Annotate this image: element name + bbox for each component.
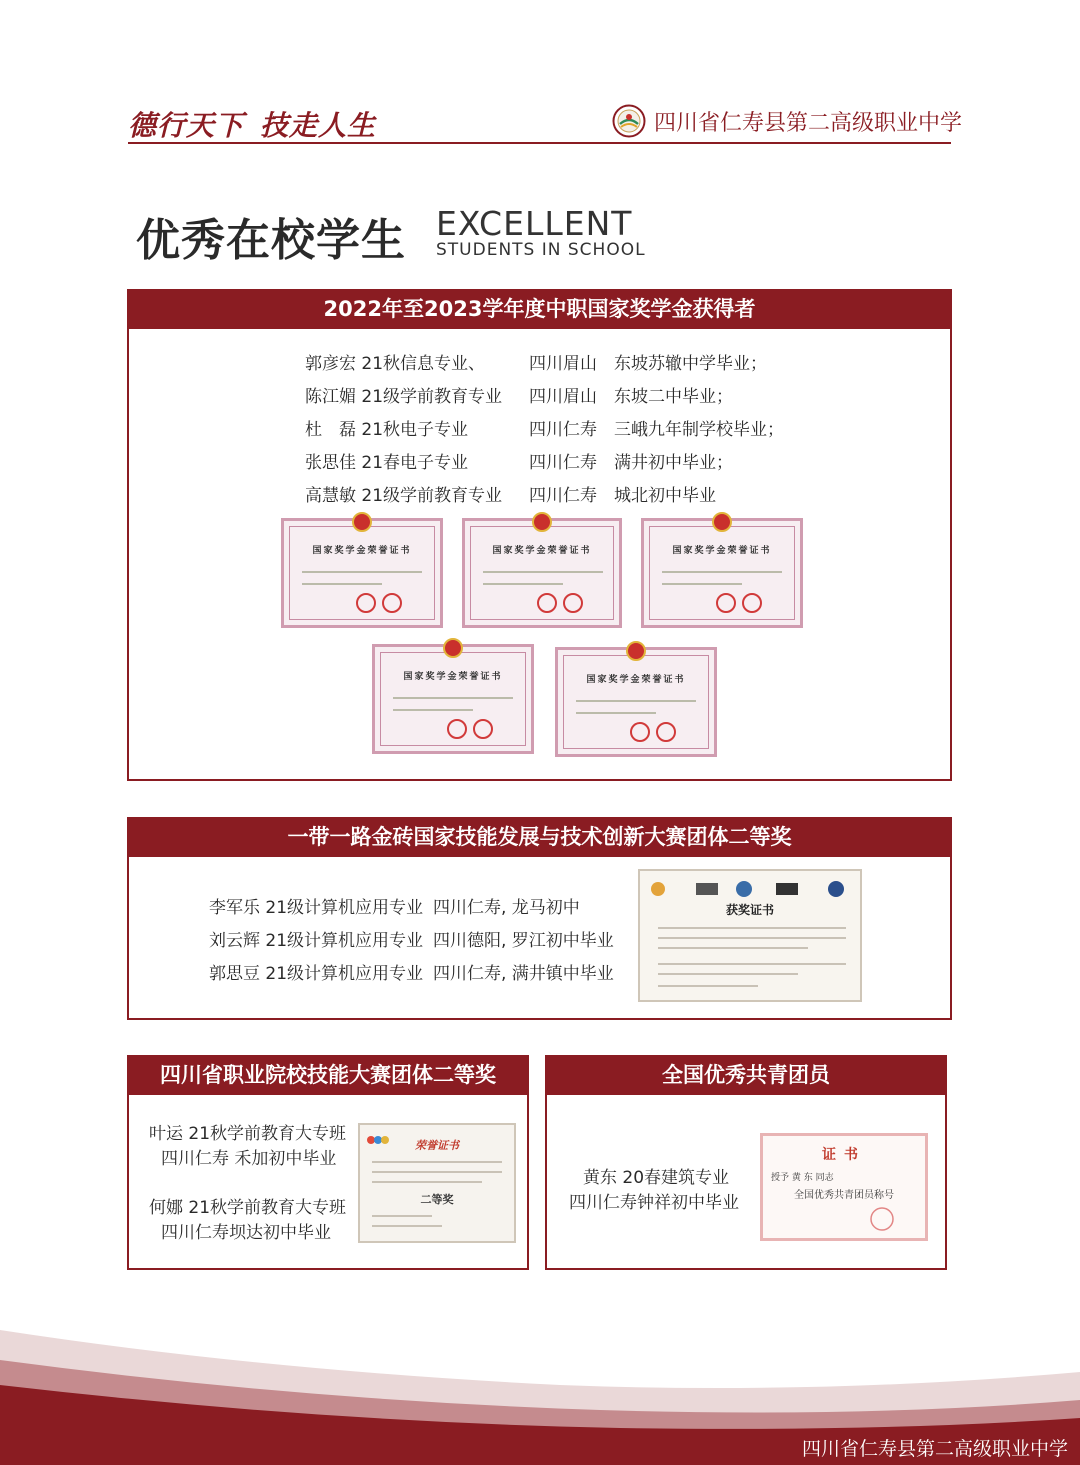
seal-icon: [473, 719, 493, 739]
certificate-award: 二等奖: [420, 1193, 454, 1206]
belt-road-certificate: [638, 869, 862, 1002]
league-section: [545, 1055, 947, 1270]
school-motto: [128, 104, 376, 144]
national-emblem-icon: [626, 641, 646, 661]
national-emblem-icon: [352, 512, 372, 532]
scholarship-student-3: 杜 磊 21秋电子专业: [305, 420, 469, 440]
league-line2: 四川仁寿钟祥初中毕业: [569, 1193, 739, 1213]
certificate-title: 获奖证书: [725, 903, 774, 917]
motto-part1: 德行天下: [128, 109, 245, 142]
page-title-en-line1: EXCELLENT: [436, 204, 633, 243]
certificate-title: 证书: [822, 1147, 866, 1163]
certificate-title: 国家奖学金荣誉证书: [403, 672, 503, 682]
seal-icon: [716, 593, 736, 613]
scholarship-origin-4: 四川仁寿 满井初中毕业；: [529, 453, 733, 473]
seal-icon: [742, 593, 762, 613]
seal-icon: [630, 722, 650, 742]
seal-icon: [867, 1206, 897, 1232]
scholarship-certificate-2: [462, 518, 622, 628]
organizer-logos-icon: [646, 879, 856, 899]
certificate-title: 荣誉证书: [415, 1139, 459, 1152]
provincial-entry-1-line2: 四川仁寿 禾加初中毕业: [161, 1149, 337, 1169]
belt-road-section: [127, 817, 952, 1020]
page-title-en-line2: STUDENTS IN SCHOOL: [436, 240, 646, 260]
provincial-heading: 四川省职业院校技能大赛团体二等奖: [127, 1055, 529, 1095]
league-certificate: [760, 1133, 928, 1241]
scholarship-student-2: 陈江媚 21级学前教育专业: [305, 387, 503, 407]
league-line1: 黄东 20春建筑专业: [583, 1168, 730, 1188]
belt-road-origin-1: 四川仁寿, 龙马初中: [433, 898, 580, 918]
belt-road-student-1: 李军乐 21级计算机应用专业: [209, 898, 424, 918]
school-logo-icon: [612, 104, 646, 138]
scholarship-origin-5: 四川仁寿 城北初中毕业: [529, 486, 716, 506]
page-title: 优秀在校学生: [136, 215, 406, 266]
certificate-title: 国家奖学金荣誉证书: [312, 546, 412, 556]
scholarship-certificate-1: [281, 518, 443, 628]
seal-icon: [537, 593, 557, 613]
seal-icon: [656, 722, 676, 742]
scholarship-origin-3: 四川仁寿 三峨九年制学校毕业；: [529, 420, 784, 440]
scholarship-section: [127, 289, 952, 781]
belt-road-heading: 一带一路金砖国家技能发展与技术创新大赛团体二等奖: [127, 817, 952, 857]
national-emblem-icon: [532, 512, 552, 532]
scholarship-student-4: 张思佳 21春电子专业: [305, 453, 469, 473]
certificate-text2: 全国优秀共青团员称号: [794, 1190, 894, 1201]
header-divider: [128, 142, 951, 144]
motto-part2: 技走人生: [260, 109, 377, 142]
seal-icon: [563, 593, 583, 613]
national-emblem-icon: [712, 512, 732, 532]
belt-road-origin-2: 四川德阳, 罗江初中毕业: [433, 931, 614, 951]
school-name: 四川省仁寿县第二高级职业中学: [654, 111, 963, 136]
belt-road-student-2: 刘云辉 21级计算机应用专业: [209, 931, 424, 951]
national-emblem-icon: [443, 638, 463, 658]
league-heading: 全国优秀共青团员: [545, 1055, 947, 1095]
provincial-certificate: [358, 1123, 516, 1243]
seal-icon: [382, 593, 402, 613]
certificate-title: 国家奖学金荣誉证书: [492, 546, 592, 556]
provincial-entry-2-line2: 四川仁寿坝达初中毕业: [161, 1223, 331, 1243]
scholarship-student-5: 高慧敏 21级学前教育专业: [305, 486, 503, 506]
seal-icon: [447, 719, 467, 739]
seal-icon: [356, 593, 376, 613]
scholarship-origin-2: 四川眉山 东坡二中毕业；: [529, 387, 733, 407]
scholarship-heading: 2022年至2023学年度中职国家奖学金获得者: [127, 289, 952, 329]
scholarship-certificate-4: [372, 644, 534, 754]
belt-road-student-3: 郭思豆 21级计算机应用专业: [209, 964, 424, 984]
scholarship-student-1: 郭彦宏 21秋信息专业、: [305, 354, 486, 374]
scholarship-origin-1: 四川眉山 东坡苏辙中学毕业；: [529, 354, 767, 374]
footer-school-name: 四川省仁寿县第二高级职业中学: [801, 1438, 1068, 1460]
provincial-section: [127, 1055, 529, 1270]
scholarship-certificate-5: [555, 647, 717, 757]
scholarship-certificate-3: [641, 518, 803, 628]
certificate-text1: 授予 黄 东 同志: [771, 1173, 834, 1183]
provincial-entry-1-line1: 叶运 21秋学前教育大专班: [149, 1124, 347, 1144]
certificate-title: 国家奖学金荣誉证书: [586, 675, 686, 685]
certificate-title: 国家奖学金荣誉证书: [672, 546, 772, 556]
belt-road-origin-3: 四川仁寿, 满井镇中毕业: [433, 964, 614, 984]
provincial-entry-2-line1: 何娜 21秋学前教育大专班: [149, 1198, 347, 1218]
